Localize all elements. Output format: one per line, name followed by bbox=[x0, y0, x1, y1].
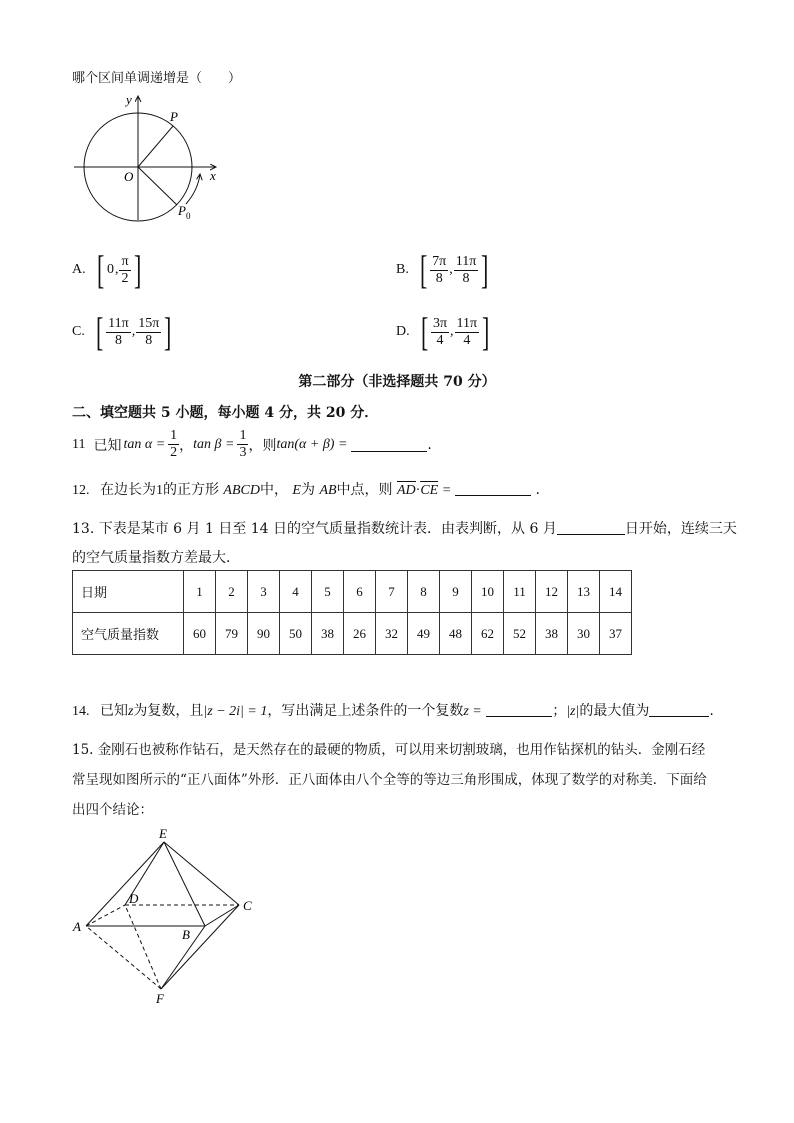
answer-blank-14a[interactable] bbox=[486, 702, 552, 717]
vertex-label-a: A bbox=[73, 919, 81, 934]
question-14: 14. 已知z为复数，且|z − 2i| = 1，写出满足上述条件的一个复数z = ；|z|的最大值为 . bbox=[72, 703, 714, 719]
row-label-aqi: 空气质量指数 bbox=[73, 613, 184, 655]
edge-fd bbox=[125, 905, 161, 989]
vertex-label-e: E bbox=[159, 826, 167, 841]
option-b[interactable]: B. [ $\frac{7\pi}{8}$ , $\frac{11\pi}{8}$ ] bbox=[396, 247, 489, 292]
question-15-line1: 15. 金刚石也被称作钻石，是天然存在的最硬的物质，可以用来切割玻璃，也用作钻探机的钻头．金刚石经 bbox=[72, 742, 706, 758]
answer-blank-14b[interactable] bbox=[649, 702, 709, 717]
question-12: 12. 在边长为1的正方形 ABCD中， E为 AB中点，则 AD·CE = . bbox=[72, 482, 540, 498]
table-row: 空气质量指数 60 79 90 50 38 26 32 49 48 62 52 38 30 37 bbox=[73, 613, 632, 655]
vertex-label-d: D bbox=[129, 891, 139, 906]
question-stem: 哪个区间单调递增是（ ） bbox=[72, 71, 242, 86]
aqi-table bbox=[72, 570, 632, 655]
edge-eb bbox=[164, 842, 205, 926]
vertex-label-c: C bbox=[243, 898, 252, 913]
octahedron-figure bbox=[70, 825, 270, 1010]
vector-ad: AD bbox=[397, 483, 416, 498]
edge-ec bbox=[164, 842, 239, 905]
vector-ce: CE bbox=[420, 483, 439, 498]
table-row: 日期 1 2 3 4 5 6 7 8 9 10 11 12 13 14 bbox=[73, 571, 632, 613]
question-13-line2: 的空气质量指数方差最大． bbox=[72, 550, 240, 566]
vertex-label-b: B bbox=[182, 927, 190, 942]
answer-blank-11[interactable] bbox=[351, 437, 427, 452]
edge-fa bbox=[86, 926, 161, 989]
part-title: 第二部分（非选择题共 70 分） bbox=[298, 374, 496, 390]
ray-op bbox=[138, 126, 173, 167]
origin-label: O bbox=[124, 169, 134, 184]
question-15-line3: 出四个结论： bbox=[72, 802, 153, 818]
edge-fc bbox=[161, 905, 239, 989]
edge-ea bbox=[86, 842, 164, 926]
question-13-line1: 13. 下表是某市 6 月 1 日至 14 日的空气质量指数统计表．由表判断，从 6 月 日开始，连续三天 bbox=[72, 521, 737, 537]
edge-ad bbox=[86, 905, 125, 926]
p0-label: $P_0$ bbox=[178, 203, 191, 221]
rotation-arrow bbox=[186, 174, 200, 204]
option-a[interactable]: A. [ 0 , $\frac{\pi}{2}$ ] bbox=[72, 247, 141, 292]
vertex-label-f: F bbox=[156, 991, 164, 1006]
section-heading: 二、填空题共 5 小题，每小题 4 分，共 20 分． bbox=[72, 405, 379, 421]
y-label: y bbox=[126, 92, 132, 107]
unit-circle-figure bbox=[70, 92, 230, 222]
x-label: x bbox=[210, 168, 216, 183]
option-c[interactable]: C. [ $\frac{11\pi}{8}$ , $\frac{15\pi}{8}$ ] bbox=[72, 309, 172, 354]
answer-blank-12[interactable] bbox=[455, 481, 531, 496]
option-d[interactable]: D. [ $\frac{3\pi}{4}$ , $\frac{11\pi}{4}$ ] bbox=[396, 309, 490, 354]
question-11: 11 已知 tan α = $\frac{1}{2}$ ， tan β = $\frac{1}{3}$ ，则 tan(α + β) = . bbox=[72, 428, 432, 460]
question-15-line2: 常呈现如图所示的“正八面体”外形．正八面体由八个全等的等边三角形围成，体现了数学的对称美．下面给 bbox=[72, 772, 707, 788]
ray-op0 bbox=[138, 167, 177, 205]
p-label: P bbox=[170, 109, 178, 124]
row-label-date: 日期 bbox=[73, 571, 184, 613]
answer-blank-13[interactable] bbox=[557, 520, 625, 535]
